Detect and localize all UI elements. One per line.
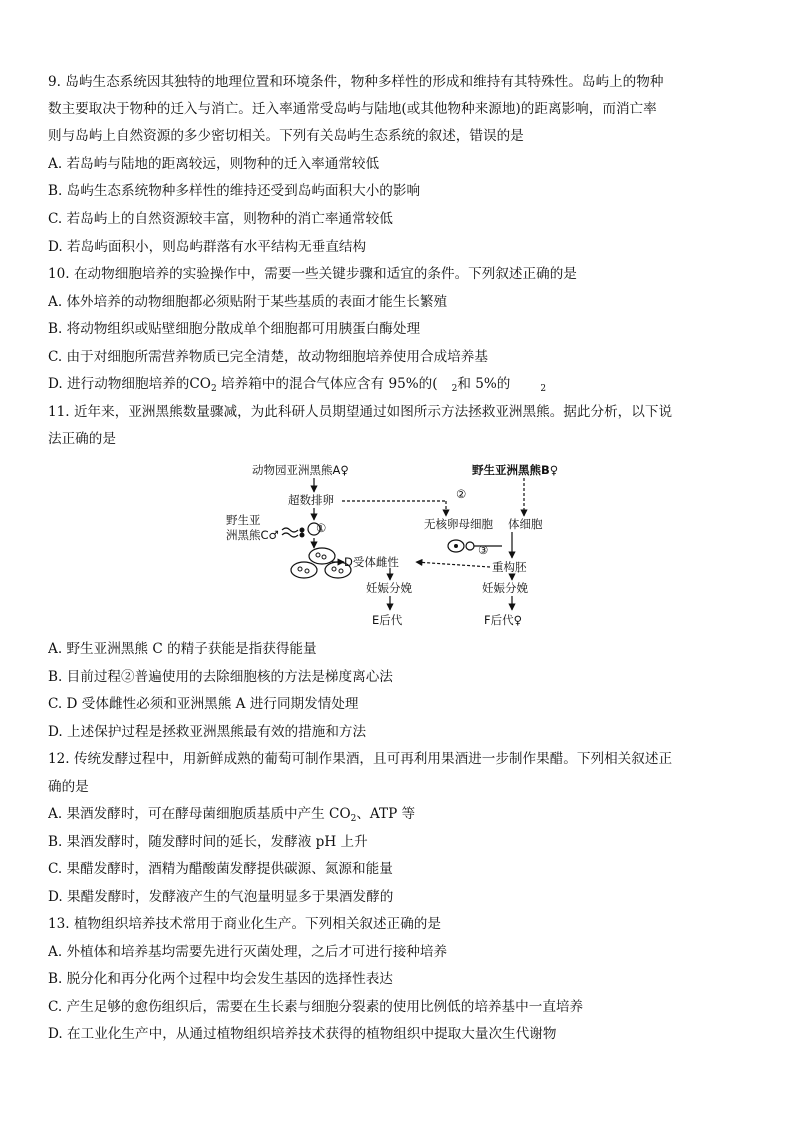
q9-stem-line-1: 9. 岛屿生态系统因其独特的地理位置和环境条件，物种多样性的形成和维持有其特殊性。岛屿上的物种	[48, 74, 664, 90]
label-offspring-e: E后代	[372, 613, 403, 627]
label-step-3: ③	[478, 543, 489, 557]
q9-option-d: D. 若岛屿面积小，则岛屿群落有水平结构无垂直结构	[48, 239, 367, 255]
q13-option-b: B. 脱分化和再分化两个过程中均会发生基因的选择性表达	[48, 971, 393, 987]
q9-stem-line-3: 则与岛屿上自然资源的多少密切相关。下列有关岛屿生态系统的叙述，错误的是	[48, 128, 524, 144]
label-wild-bear-c-1: 野生亚	[226, 513, 261, 527]
q12-option-b: B. 果酒发酵时，随发酵时间的延长，发酵液 pH 上升	[48, 834, 368, 850]
q11-stem-line-1: 11. 近年来，亚洲黑熊数量骤减，为此科研人员期望通过如图所示方法拯救亚洲黑熊。据此分析，以下说	[48, 404, 673, 420]
label-body-cell: 体细胞	[508, 517, 543, 531]
q10-option-d-sub: 2	[210, 384, 217, 394]
bear-rescue-diagram	[220, 458, 580, 630]
q12-option-a-text-2: 、ATP 等	[356, 806, 416, 822]
q10-option-d	[48, 373, 754, 400]
label-wild-bear-b: 野生亚洲黑熊B♀	[472, 463, 559, 477]
label-wild-bear-c-2: 洲黑熊C♂	[226, 528, 279, 542]
q10-option-d-text-3: 和 5%的	[457, 376, 511, 392]
q12-option-a	[48, 803, 754, 830]
q13-option-d: D. 在工业化生产中，从通过植物组织培养技术获得的植物组织中提取大量次生代谢物	[48, 1026, 557, 1042]
q13-option-a: A. 外植体和培养基均需要先进行灭菌处理，之后才可进行接种培养	[48, 944, 448, 960]
label-step-2: ②	[456, 487, 467, 501]
label-offspring-f: F后代♀	[484, 613, 523, 627]
q10-option-d-text-2: 培养箱中的混合气体应含有 95%的(	[216, 376, 438, 392]
fusion-cells-icon	[448, 540, 474, 552]
q10-option-b: B. 将动物组织或贴壁细胞分散成单个细胞都可用胰蛋白酶处理	[48, 321, 421, 337]
q11-option-d: D. 上述保护过程是拯救亚洲黑熊最有效的措施和方法	[48, 724, 367, 740]
label-recipient: D受体雌性	[344, 555, 399, 569]
q10-option-d-text: D. 进行动物细胞培养的CO	[48, 376, 211, 392]
q12-option-a-sub: 2	[350, 814, 357, 824]
label-pregnancy-left: 妊娠分娩	[366, 581, 412, 595]
q10-stem: 10. 在动物细胞培养的实验操作中，需要一些关键步骤和适宜的条件。下列叙述正确的是	[48, 266, 577, 282]
q12-option-d: D. 果醋发酵时，发酵液产生的气泡量明显多于果酒发酵的	[48, 889, 394, 905]
label-superovulation: 超数排卵	[288, 493, 334, 507]
q10-option-c: C. 由于对细胞所需营养物质已完全清楚，故动物细胞培养使用合成培养基	[48, 349, 488, 365]
q10-option-a: A. 体外培养的动物细胞都必须贴附于某些基质的表面才能生长繁殖	[48, 294, 448, 310]
q9-option-c: C. 若岛屿上的自然资源较丰富，则物种的消亡率通常较低	[48, 211, 393, 227]
label-reconstructed-embryo: 重构胚	[492, 560, 527, 574]
q9-option-b: B. 岛屿生态系统物种多样性的维持还受到岛屿面积大小的影响	[48, 183, 421, 199]
label-zoo-bear: 动物园亚洲黑熊A♀	[252, 463, 349, 477]
label-pregnancy-right: 妊娠分娩	[482, 581, 528, 595]
label-step-1: ①	[316, 521, 327, 535]
early-embryos-icon	[291, 548, 351, 578]
q13-option-c: C. 产生足够的愈伤组织后，需要在生长素与细胞分裂素的使用比例低的培养基中一直培养	[48, 999, 584, 1015]
q12-stem-line-2: 确的是	[48, 779, 89, 795]
q11-stem-line-2: 法正确的是	[48, 431, 116, 447]
q9-stem-line-2: 数主要取决于物种的迁入与消亡。迁入率通常受岛屿与陆地(或其他物种来源地)的距离影响，而消亡率	[48, 101, 657, 117]
q13-stem: 13. 植物组织培养技术常用于商业化生产。下列相关叙述正确的是	[48, 916, 441, 932]
sperm-icon	[282, 528, 305, 538]
q12-option-a-text: A. 果酒发酵时，可在酵母菌细胞质基质中产生 CO	[48, 806, 351, 822]
q11-option-c: C. D 受体雌性必须和亚洲黑熊 A 进行同期发情处理	[48, 696, 359, 712]
dashed-arrow-embryo-to-recipient	[416, 562, 490, 567]
q11-option-b: B. 目前过程②普遍使用的去除细胞核的方法是梯度离心法	[48, 669, 393, 685]
q12-stem-line-1: 12. 传统发酵过程中，用新鲜成熟的葡萄可制作果酒，且可再利用果酒进一步制作果醋。下列相关叙述正	[48, 751, 673, 767]
q12-option-c: C. 果醋发酵时，酒精为醋酸菌发酵提供碳源、氮源和能量	[48, 861, 393, 877]
q10-option-d-sub-3: 2	[540, 384, 547, 394]
q10-option-d-sub-2: 2	[451, 384, 458, 394]
label-enucleated-oocyte: 无核卵母细胞	[424, 517, 493, 531]
q9-option-a: A. 若岛屿与陆地的距离较远，则物种的迁入率通常较低	[48, 156, 380, 172]
q11-option-a: A. 野生亚洲黑熊 C 的精子获能是指获得能量	[48, 641, 317, 657]
